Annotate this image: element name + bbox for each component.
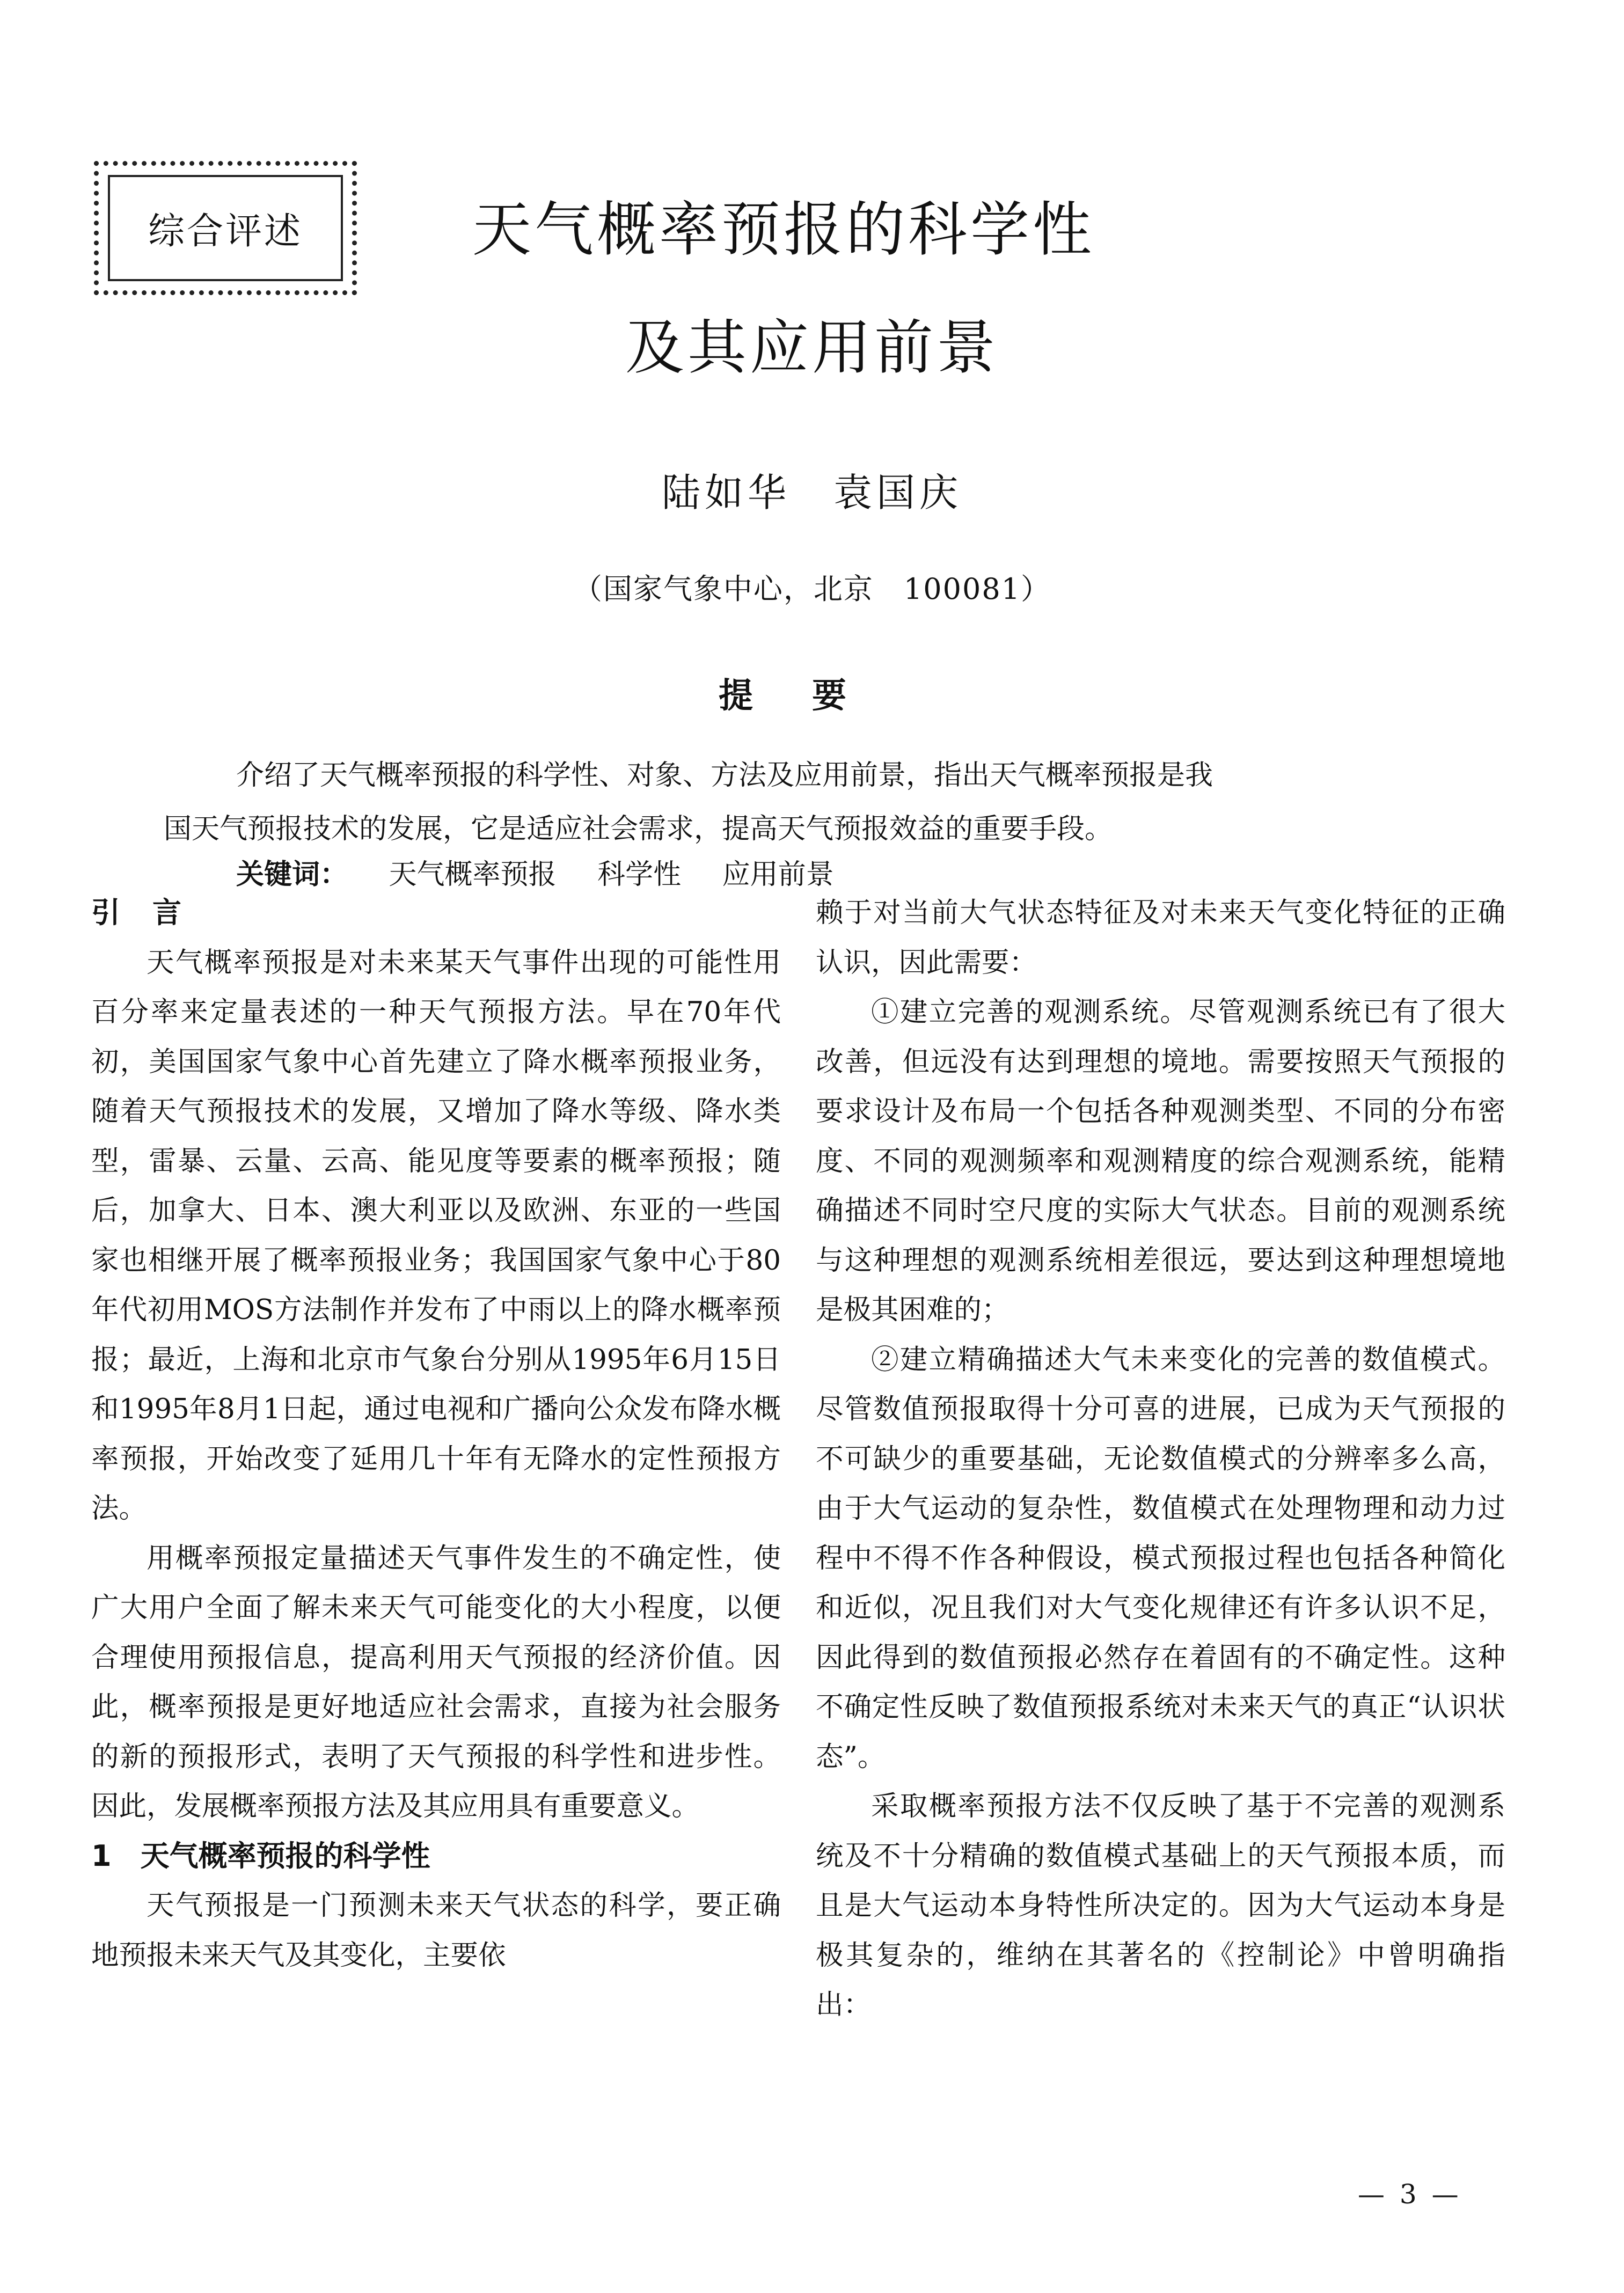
abstract-line-1: 介绍了天气概率预报的科学性、对象、方法及应用前景，指出天气概率预报是我: [236, 759, 1213, 792]
section-tag-label: 综合评述: [148, 210, 303, 253]
paragraph: 天气概率预报是对未来某天气事件出现的可能性用百分率来定量表述的一种天气预报方法。早在70年代初，美国国家气象中心首先建立了降水概率预报业务，随着天气预报技术的发展，又增加了降水等级、降水类型，雷暴、云量、云高、能见度等要素的概率预报；随后，加拿大、日本、澳大利亚以及欧洲、东亚的一些国家也相继开展了概率预报业务；我国国家气象中心于80年代初用MOS方法制作并发布了中雨以上的降水概率预报；最近，上海和北京市气象台分别从1995年6月15日和1995年8月1日起，通过电视和广播向公众发布降水概率预报，开始改变了延用几十年有无降水的定性预报方法。: [91, 946, 781, 1525]
keyword: 应用前景: [722, 859, 834, 891]
keyword: 天气概率预报: [389, 859, 557, 891]
section-heading: 1 天气概率预报的科学性: [91, 1838, 430, 1873]
paragraph: 赖于对当前大气状态特征及对未来天气变化特征的正确认识，因此需要：: [816, 897, 1505, 979]
authors: 陆如华 袁国庆: [661, 470, 962, 515]
keywords-label: 关键词：: [236, 859, 348, 891]
keyword: 科学性: [597, 859, 682, 891]
abstract-heading: [0, 668, 1624, 717]
abstract-line-2: 国天气预报技术的发展，它是适应社会需求，提高天气预报效益的重要手段。: [164, 813, 1113, 845]
paragraph: ②建立精确描述大气未来变化的完善的数值模式。尽管数值预报取得十分可喜的进展，已成为天气预报的不可缺少的重要基础，无论数值模式的分辨率多么高，由于大气运动的复杂性，数值模式在处理物理和动力过程中不得不作各种假设，模式预报过程也包括各种简化和近似，况且我们对大气变化规律还有许多认识不足，因此得到的数值预报必然存在着固有的不确定性。这种不确定性反映了数值预报系统对未来天气的真正“认识状态”。: [816, 1343, 1505, 1773]
paragraph: ①建立完善的观测系统。尽管观测系统已有了很大改善，但远没有达到理想的境地。需要按照天气预报的要求设计及布局一个包括各种观测类型、不同的分布密度、不同的观测频率和观测精度的综合观测系统，能精确描述不同时空尺度的实际大气状态。目前的观测系统与这种理想的观测系统相差很远，要达到这种理想境地是极其困难的；: [816, 996, 1505, 1326]
paragraph: 采取概率预报方法不仅反映了基于不完善的观测系统及不十分精确的数值模式基础上的天气预报本质，而且是大气运动本身特性所决定的。因为大气运动本身是极其复杂的，维纳在其著名的《控制论》中曾明确指出：: [816, 1790, 1505, 2021]
paragraph: 用概率预报定量描述天气事件发生的不确定性，使广大用户全面了解未来天气可能变化的大小程度，以便合理使用预报信息，提高利用天气预报的经济价值。因此，概率预报是更好地适应社会需求，直接为社会服务的新的预报形式，表明了天气预报的科学性和进步性。因此，发展概率预报方法及其应用具有重要意义。: [91, 1542, 781, 1822]
intro-heading: [91, 888, 781, 938]
paragraph: 天气预报是一门预测未来天气状态的科学，要正确地预报未来天气及其变化，主要依: [91, 1889, 781, 1972]
title-line-1: 天气概率预报的科学性: [472, 195, 1095, 264]
title-line-2: 及其应用前景: [625, 313, 999, 382]
right-column: [816, 888, 1505, 2030]
page-number: — 3 —: [1358, 2179, 1462, 2210]
affiliation: （国家气象中心，北京 100081）: [573, 572, 1051, 606]
section-tag: [94, 161, 357, 295]
intro-heading-text: 引言: [91, 896, 214, 929]
abstract-heading-text: 提要: [719, 676, 905, 716]
left-column: [91, 888, 781, 1980]
